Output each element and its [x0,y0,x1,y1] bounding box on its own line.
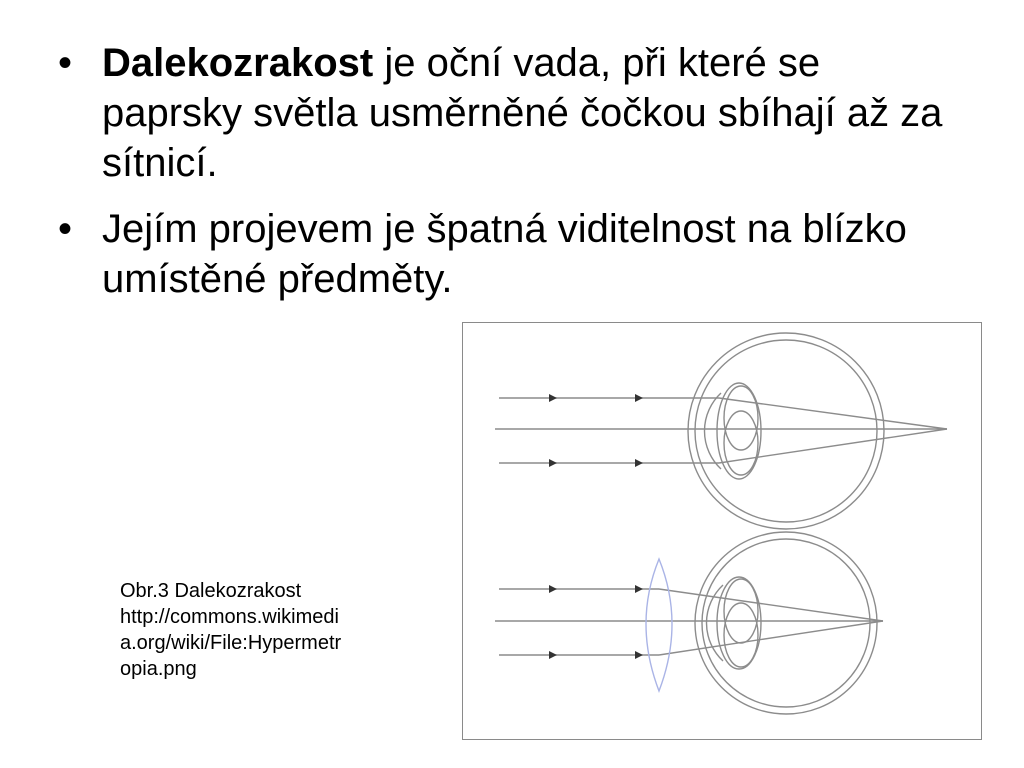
eyeball-inner-outline [702,539,870,707]
caption-line: Obr.3 Dalekozrakost [120,580,302,602]
arrow-icon [635,394,643,402]
lens-lower [724,411,758,475]
corrected-eye-panel [495,532,883,714]
ray-bottom-refracted [659,621,883,655]
lens-upper [724,386,758,450]
corrected-eye-arrows [549,585,643,659]
arrow-icon [635,585,643,593]
corrective-convex-lens [646,559,672,691]
arrow-icon [635,651,643,659]
arrow-icon [549,651,557,659]
eyeball-inner-outline [695,340,877,522]
bullet-dot: • [58,207,73,251]
arrow-icon [549,459,557,467]
bullet-symptom [58,204,958,304]
bullet-dot: • [58,41,73,85]
bullet-list [58,38,958,320]
caption-line: a.org/wiki/File:Hypermetr [120,632,342,654]
symptom-text: Jejím projevem je špatná viditelnost na blízko umístěné předměty. [102,207,907,301]
arrow-icon [635,459,643,467]
eyeball-outline [695,532,877,714]
eye-diagram [463,323,981,739]
ray-top-refracted [719,398,947,429]
term-bold: Dalekozrakost [102,41,374,85]
hypermetropia-figure [462,322,982,740]
caption-line: http://commons.wikimedi [120,606,339,628]
caption-line: opia.png [120,658,197,680]
arrow-icon [549,585,557,593]
ray-top-refracted [659,589,883,621]
definition-text: je oční vada, při které se paprsky světla usměrněné čočkou sbíhají až za sítnicí. [102,41,943,185]
cornea [704,393,721,469]
ray-bottom-refracted [719,429,947,463]
lens-body [717,577,761,669]
bullet-definition [58,38,958,188]
uncorrected-eye-panel [495,333,947,529]
lens-body [717,383,761,479]
figure-caption [120,578,420,682]
arrow-icon [549,394,557,402]
uncorrected-eye-arrows [549,394,643,467]
